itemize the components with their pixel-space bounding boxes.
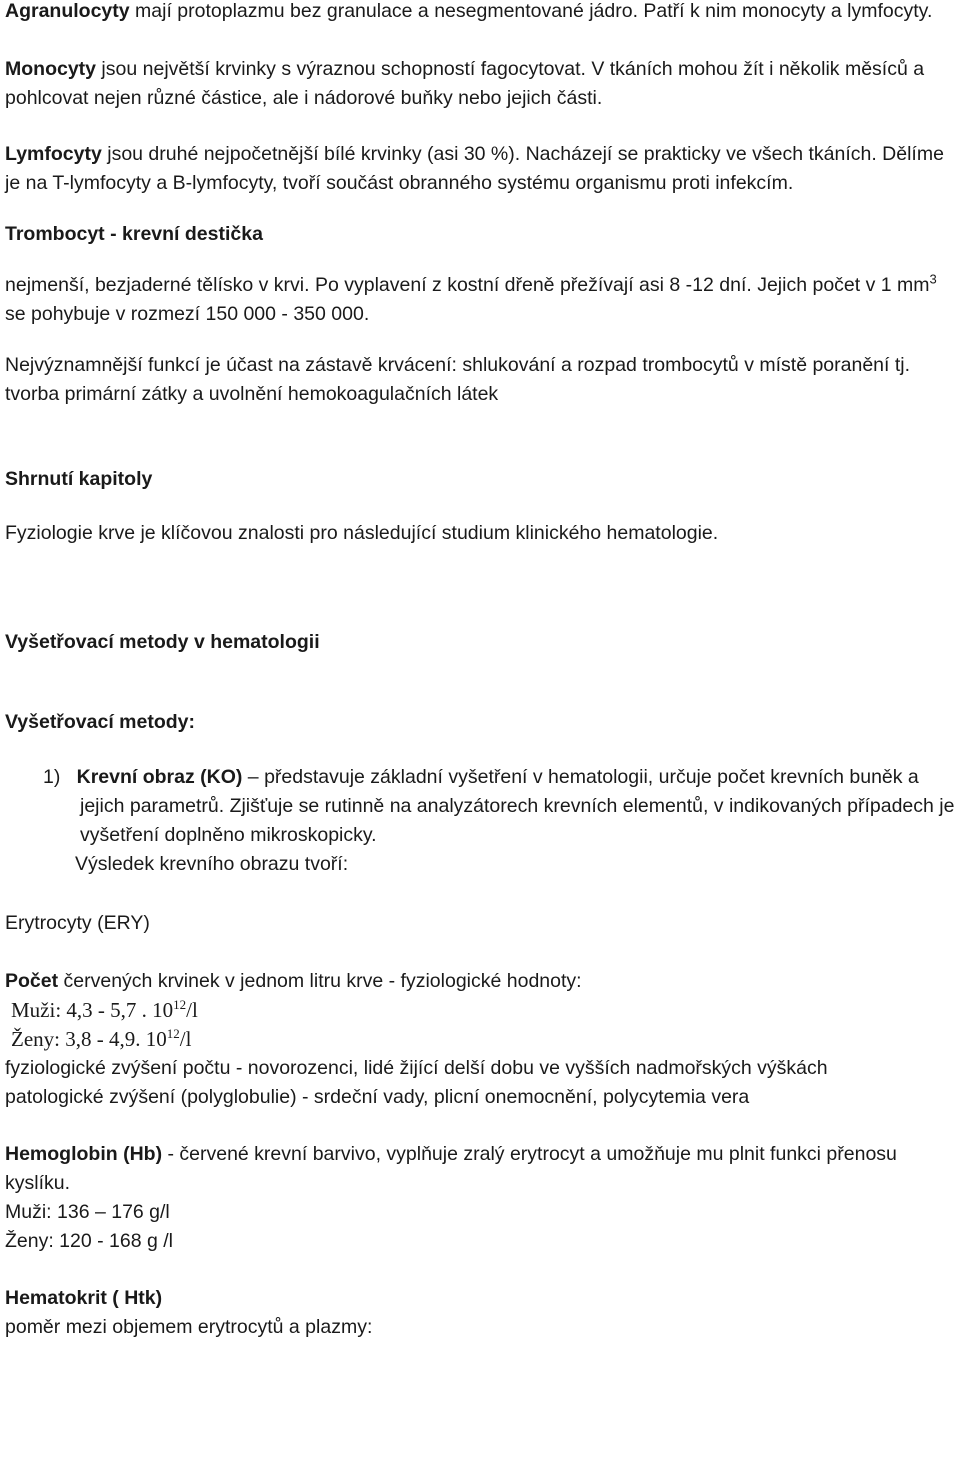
ery-muzi-text: Muži: 4,3 - 5,7 . 10 [11, 998, 174, 1022]
heading-shrnuti: Shrnutí kapitoly [5, 468, 153, 490]
trombocyt-tail: se pohybuje v rozmezí 150 000 - 350 000. [5, 303, 370, 325]
ery-zeny-value [5, 1025, 955, 1054]
ery-muzi-value [5, 996, 955, 1025]
paragraph-hematokrit: poměr mezi objemem erytrocytů a plazmy: [5, 1316, 373, 1338]
krevni-obraz-text: – představuje základní vyšetření v hematologii, určuje počet krevních buněk a jejich parametrů. Zjišťuje se rutinně na analyzátorech krevních elementů, v indikovaných případech je vyšetření doplněno mikroskopicky. [80, 766, 955, 846]
trombocyt-superscript: 3 [929, 271, 937, 287]
term-pocet: Počet [5, 970, 59, 992]
monocyty-text: jsou největší krvinky s výraznou schopností fagocytovat. V tkáních mohou žít i několik měsíců a pohlcovat nejen různé částice, ale i nádorové buňky nebo jejich části. [5, 58, 925, 109]
list-item-krevni-obraz [5, 763, 955, 850]
lymfocyty-text: jsou druhé nejpočetnější bílé krvinky (asi 30 %). Nacházejí se prakticky ve všech tkáních. Dělíme je na T-lymfocyty a B-lymfocyty, tvoří součást obranného systému organismu proti infekcím. [5, 143, 944, 194]
pocet-text: červených krvinek v jednom litru krve - fyziologické hodnoty: [58, 970, 582, 992]
paragraph-trombocyt [5, 271, 955, 329]
ery-muzi-unit: /l [186, 998, 198, 1022]
paragraph-vysledek: Výsledek krevního obrazu tvoří: [75, 853, 349, 875]
trombocyt-text: nejmenší, bezjaderné tělísko v krvi. Po vyplavení z kostní dřeně přežívají asi 8 -12 dní. Jejich počet v 1 mm [5, 274, 930, 296]
heading-hematokrit: Hematokrit ( Htk) [5, 1287, 163, 1309]
paragraph-patologicke-zvyseni: patologické zvýšení (polyglobulie) - srdeční vady, plicní onemocnění, polycytemia vera [5, 1086, 750, 1108]
paragraph-hemoglobin [5, 1140, 955, 1198]
list-number: 1) [43, 766, 61, 788]
ery-zeny-superscript: 12 [166, 1026, 180, 1041]
term-agranulocyty: Agranulocyty [5, 0, 130, 22]
heading-vysetrovaci-metody-hematologie: Vyšetřovací metody v hematologii [5, 631, 320, 653]
paragraph-lymfocyty [5, 140, 955, 198]
paragraph-monocyty [5, 55, 955, 113]
ery-zeny-unit: /l [179, 1027, 192, 1051]
hb-zeny-value: Ženy: 120 - 168 g /l [5, 1230, 174, 1252]
paragraph-funkce: Nejvýznamnější funkcí je účast na zástavě krvácení: shlukování a rozpad trombocytů v místě poranění tj. tvorba primární zátky a uvolnění hemokoagulačních látek [5, 354, 911, 405]
document-page [5, 0, 955, 1342]
ery-zeny-text: Ženy: 3,8 - 4,9. 10 [11, 1027, 167, 1051]
paragraph-pocet [5, 967, 955, 996]
heading-trombocyt: Trombocyt - krevní destička [5, 223, 263, 245]
heading-erytrocyty: Erytrocyty (ERY) [5, 912, 150, 934]
term-hemoglobin: Hemoglobin (Hb) [5, 1143, 163, 1165]
ery-muzi-superscript: 12 [173, 997, 187, 1012]
heading-vysetrovaci-metody: Vyšetřovací metody: [5, 711, 196, 733]
paragraph-agranulocyty [5, 0, 955, 26]
paragraph-shrnuti: Fyziologie krve je klíčovou znalosti pro následující studium klinického hematologie. [5, 522, 719, 544]
term-monocyty: Monocyty [5, 58, 97, 80]
agranulocyty-text: mají protoplazmu bez granulace a nesegmentované jádro. Patří k nim monocyty a lymfocyty. [129, 0, 933, 22]
paragraph-fyziologicke-zvyseni: fyziologické zvýšení počtu - novorozenci, lidé žijící delší dobu ve vyšších nadmořských výškách [5, 1057, 828, 1079]
hemoglobin-text: - červené krevní barvivo, vyplňuje zralý erytrocyt a umožňuje mu plnit funkci přenosu kyslíku. [5, 1143, 897, 1194]
term-lymfocyty: Lymfocyty [5, 143, 102, 165]
hb-muzi-value: Muži: 136 – 176 g/l [5, 1201, 170, 1223]
term-krevni-obraz: Krevní obraz (KO) [76, 766, 243, 788]
